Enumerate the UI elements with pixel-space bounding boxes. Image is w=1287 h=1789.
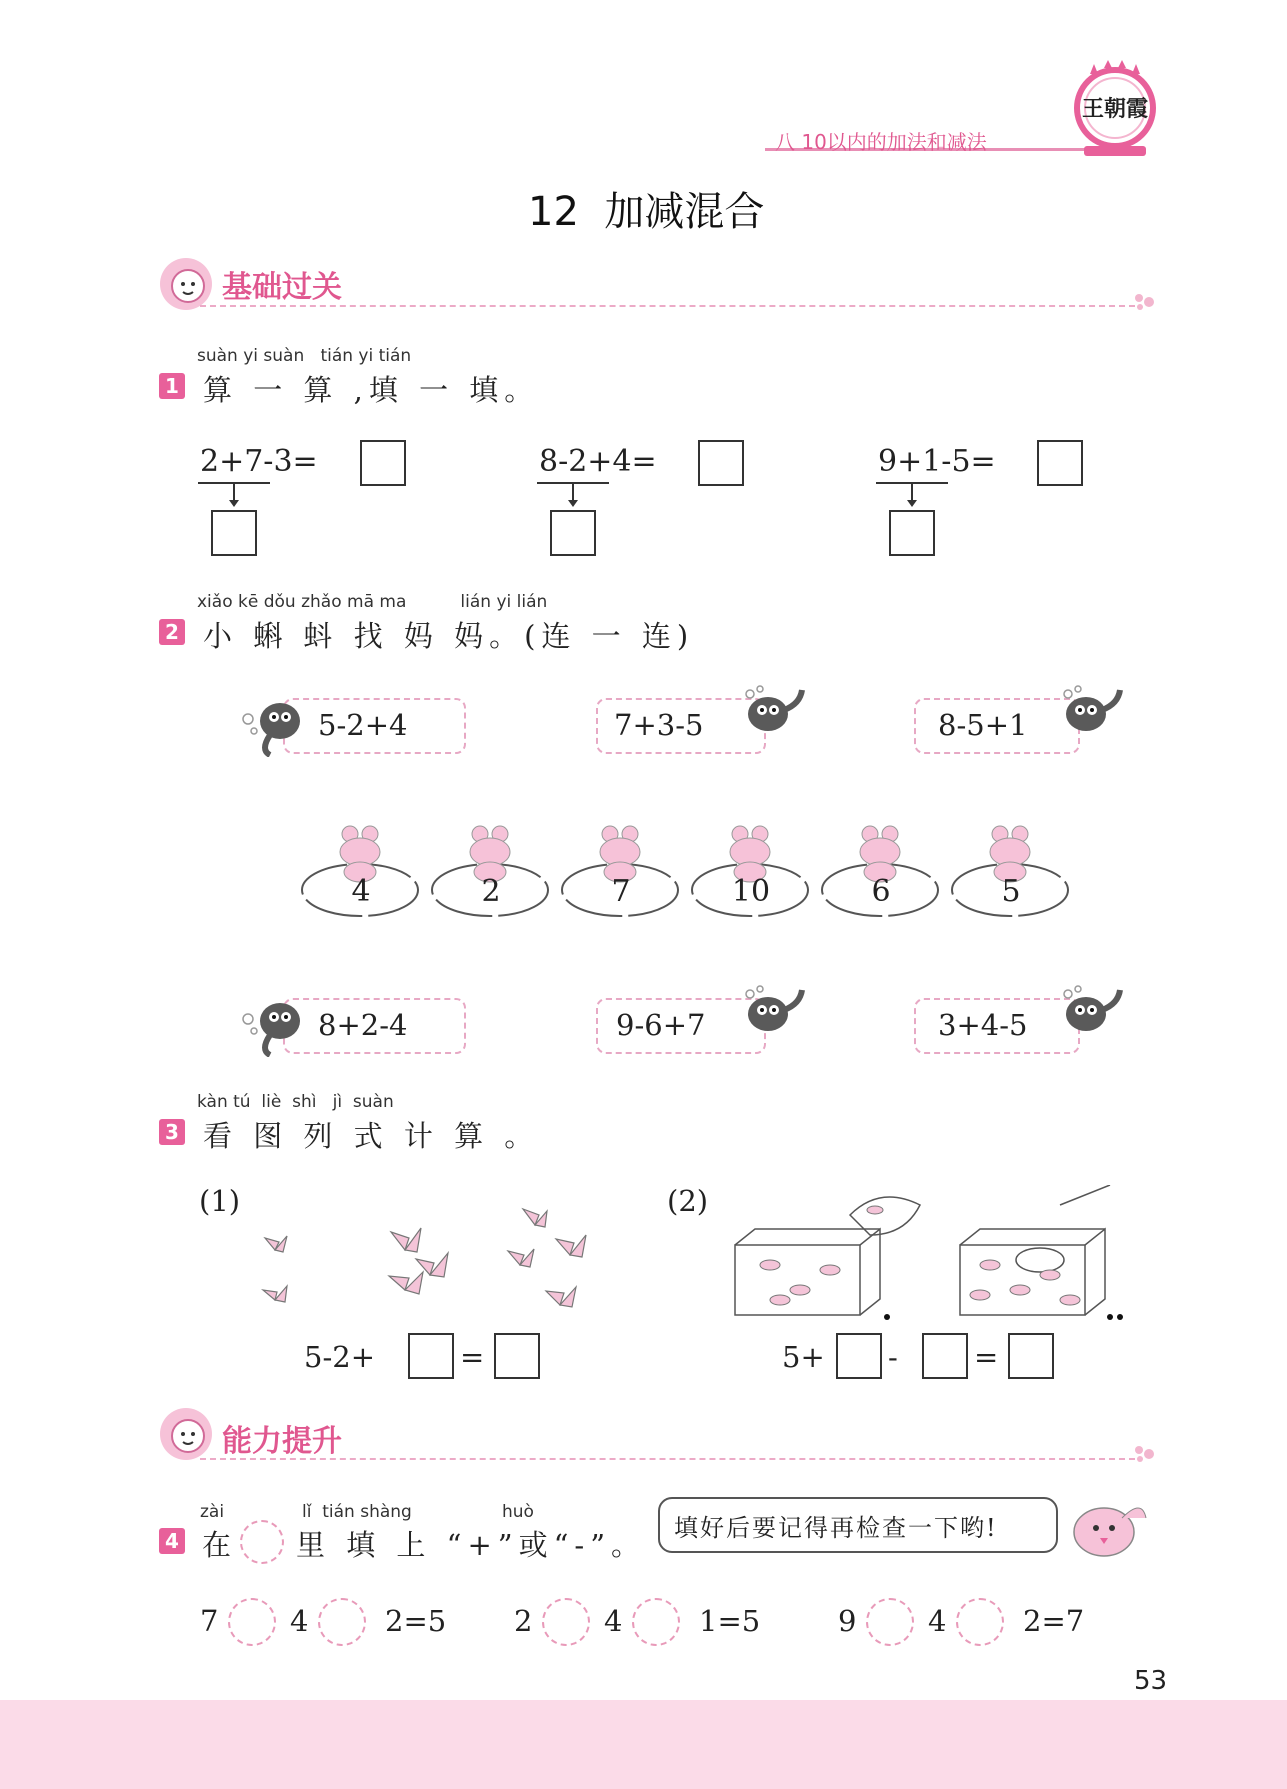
- q3-eq1-box-2[interactable]: [494, 1333, 540, 1379]
- q4-number: 4: [159, 1528, 185, 1554]
- q1-answer-box-1[interactable]: [360, 440, 406, 486]
- q4-pinyin-zai: zài: [200, 1502, 225, 1522]
- q3-eq2-minus: -: [888, 1340, 898, 1374]
- q4-sample-circle: [240, 1520, 284, 1564]
- page-title: 12 加减混合: [528, 189, 765, 235]
- page-number: 53: [1134, 1666, 1168, 1696]
- q4-eq2-c: 1=5: [699, 1604, 761, 1638]
- q4-eq3-c: 2=7: [1023, 1604, 1085, 1638]
- butterflies-illustration: [255, 1205, 605, 1335]
- q2-instruction: 小 蝌 蚪 找 妈 妈。(连 一 连): [203, 619, 695, 653]
- tadpole-expr-bottom-2: 9-6+7: [616, 1008, 706, 1042]
- q1-step-box-1[interactable]: [211, 510, 257, 556]
- q4-eq2-b: 4: [604, 1604, 623, 1638]
- q3-instruction: 看 图 列 式 计 算 。: [203, 1119, 540, 1153]
- chapter-title: 八 10以内的加法和减法: [775, 130, 987, 154]
- q4-eq3-circle-1[interactable]: [866, 1598, 914, 1646]
- footer-band: [0, 1700, 1287, 1789]
- q3-eq1-prefix: 5-2+: [304, 1340, 375, 1374]
- dots-icon: [1133, 292, 1161, 312]
- hint-bubble-text: 填好后要记得再检查一下哟!: [674, 1514, 998, 1542]
- q4-eq1-c: 2=5: [385, 1604, 447, 1638]
- tadpole-expr-bottom-3: 3+4-5: [938, 1008, 1028, 1042]
- q1-number: 1: [159, 373, 185, 399]
- q3-eq2-equals: =: [974, 1340, 999, 1374]
- q1-step-box-2[interactable]: [550, 510, 596, 556]
- mascot-girl-icon: [158, 1406, 214, 1462]
- tadpole-expr-bottom-1: 8+2-4: [318, 1008, 408, 1042]
- tadpole-expr-top-1: 5-2+4: [318, 708, 408, 742]
- mascot-girl-icon: [158, 256, 214, 312]
- q4-eq2-circle-2[interactable]: [632, 1598, 680, 1646]
- q4-eq2-circle-1[interactable]: [542, 1598, 590, 1646]
- section-basic-title: 基础过关: [222, 270, 342, 305]
- tadpole-icon: [1058, 684, 1128, 740]
- bird-mascot-icon: [1056, 1488, 1152, 1564]
- q3-part1-label: (1): [199, 1184, 241, 1218]
- q4-instruction-b: 里 填 上 “+”或“-”。: [296, 1528, 647, 1562]
- arrow-down-icon: [905, 484, 919, 508]
- frog-number-4[interactable]: 10: [731, 874, 771, 909]
- tadpole-icon: [740, 684, 810, 740]
- q1-expr-3: 9+1-5=: [878, 444, 996, 479]
- q4-eq3-a: 9: [838, 1604, 857, 1638]
- frog-number-2[interactable]: 2: [481, 874, 501, 909]
- q3-eq2-prefix: 5+: [782, 1340, 825, 1374]
- q4-eq1-b: 4: [290, 1604, 309, 1638]
- section-divider: [200, 305, 1135, 307]
- dots-icon: [1133, 1444, 1161, 1464]
- q4-eq1-circle-1[interactable]: [228, 1598, 276, 1646]
- frog-number-6[interactable]: 5: [1001, 874, 1021, 909]
- frog-number-1[interactable]: 4: [351, 874, 371, 909]
- q3-part2-label: (2): [667, 1184, 709, 1218]
- tadpole-expr-top-2: 7+3-5: [614, 708, 704, 742]
- q1-step-box-3[interactable]: [889, 510, 935, 556]
- tadpole-icon: [740, 984, 810, 1040]
- q2-pinyin: xiǎo kē dǒu zhǎo mā ma lián yi lián: [197, 592, 548, 612]
- q4-eq2-a: 2: [514, 1604, 533, 1638]
- q3-eq1-box-1[interactable]: [408, 1333, 454, 1379]
- q4-pinyin-middle: lǐ tián shàng: [302, 1502, 412, 1522]
- q1-expr-1: 2+7-3=: [200, 444, 318, 479]
- frog-number-3[interactable]: 7: [611, 874, 631, 909]
- fish-tanks-illustration: [730, 1185, 1130, 1325]
- q4-eq1-a: 7: [200, 1604, 219, 1638]
- q1-pinyin: suàn yi suàn tián yi tián: [197, 346, 412, 366]
- q1-answer-box-3[interactable]: [1037, 440, 1083, 486]
- tadpole-icon: [240, 995, 306, 1057]
- q1-answer-box-2[interactable]: [698, 440, 744, 486]
- q2-number: 2: [159, 619, 185, 645]
- q3-eq2-box-1[interactable]: [836, 1333, 882, 1379]
- frog-lily-row: [290, 822, 1080, 922]
- q3-number: 3: [159, 1119, 185, 1145]
- section-divider: [200, 1458, 1135, 1460]
- q4-instruction-a: 在: [202, 1528, 238, 1562]
- tadpole-icon: [1058, 984, 1128, 1040]
- section-advanced-title: 能力提升: [222, 1424, 342, 1459]
- arrow-down-icon: [227, 484, 241, 508]
- q4-eq3-circle-2[interactable]: [956, 1598, 1004, 1646]
- q3-pinyin: kàn tú liè shì jì suàn: [197, 1092, 394, 1112]
- q4-eq3-b: 4: [928, 1604, 947, 1638]
- q4-eq1-circle-2[interactable]: [318, 1598, 366, 1646]
- q3-eq2-box-2[interactable]: [922, 1333, 968, 1379]
- q3-eq2-box-3[interactable]: [1008, 1333, 1054, 1379]
- tadpole-icon: [240, 695, 306, 757]
- frog-number-5[interactable]: 6: [871, 874, 891, 909]
- q4-pinyin-huo: huò: [502, 1502, 534, 1522]
- arrow-down-icon: [566, 484, 580, 508]
- q1-expr-2: 8-2+4=: [539, 444, 657, 479]
- tadpole-expr-top-3: 8-5+1: [938, 708, 1028, 742]
- q1-instruction: 算 一 算 ,填 一 填。: [203, 373, 540, 407]
- brand-name: 王朝霞: [1082, 96, 1149, 122]
- q3-eq1-equals: =: [460, 1340, 485, 1374]
